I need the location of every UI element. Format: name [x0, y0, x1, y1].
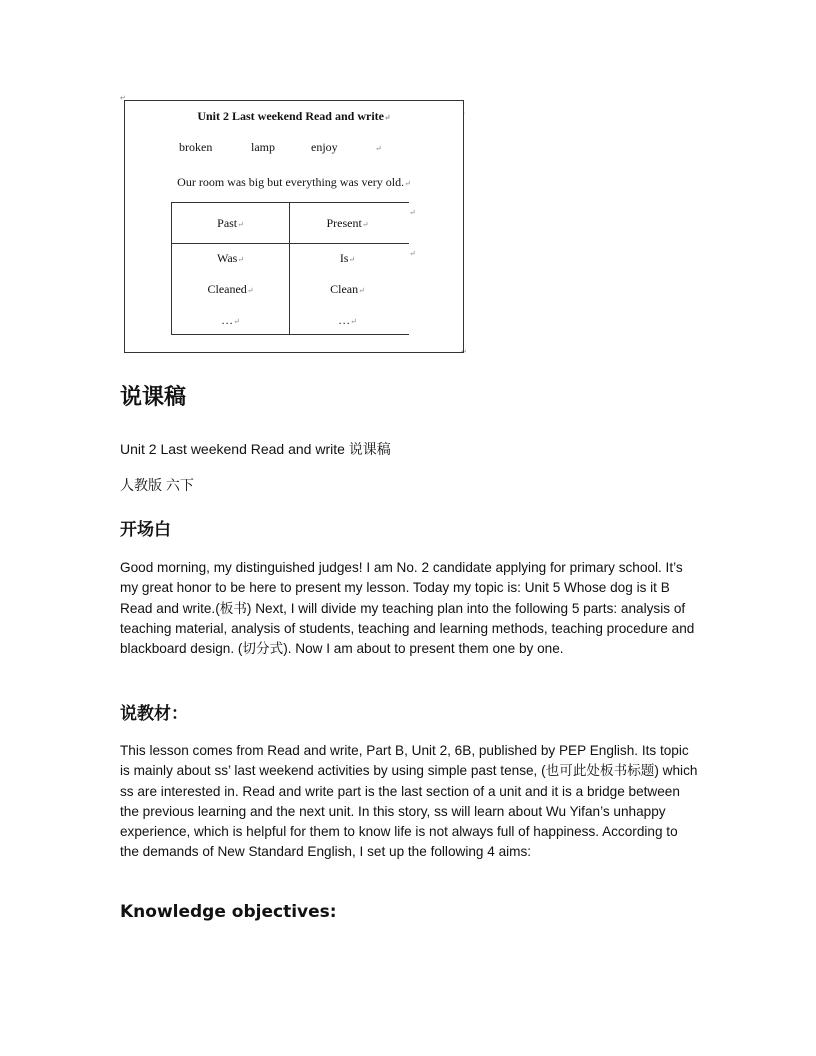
table-header-past: Past↵ — [217, 216, 244, 230]
paragraph-mark: ↵ — [409, 208, 416, 217]
vocab-word: lamp — [251, 140, 275, 154]
paragraph-mark: · — [463, 110, 466, 117]
blackboard-title: Unit 2 Last weekend Read and write↵ — [197, 109, 391, 123]
table-cell: …↵ — [338, 313, 357, 327]
key-sentence: Our room was big but everything was very old.↵ — [177, 175, 411, 189]
section-heading-knowledge-objectives: Knowledge objectives: — [120, 902, 337, 922]
table-cell: Cleaned↵ — [207, 282, 254, 296]
blackboard-design — [124, 100, 464, 353]
vocab-word: enjoy — [311, 140, 338, 154]
table-header-present: Present↵ — [326, 216, 369, 230]
section-heading-material: 说教材： — [120, 704, 188, 724]
table-cell: Clean↵ — [330, 282, 365, 296]
tense-table — [171, 202, 409, 335]
paragraph-mark: ↵ — [409, 249, 416, 258]
paragraph-mark: ↵ — [120, 95, 126, 102]
vocab-word: broken — [179, 140, 213, 154]
document-subtitle: Unit 2 Last weekend Read and write 说课稿 — [120, 441, 391, 457]
paragraph-mark: ↵ — [375, 144, 382, 153]
edition-label: 人教版 六下 — [120, 477, 194, 493]
table-cell: Was↵ — [216, 251, 245, 265]
paragraph-mark: ↵ — [461, 349, 467, 356]
material-paragraph: This lesson comes from Read and write, Part B, Unit 2, 6B, published by PEP English. Its topic is mainly about ss’ last weekend activities by using simple past tense, (也可此处板书标题) which ss are interested in. Read and write part is the last section of a unit and it is a bridge between the previous learning and the next unit. In this story, ss will learn about Wu Yifan’s unhappy experience, which is helpful for them to know life is not always full of happiness. According to the demands of New Standard English, I set up the following 4 aims: — [120, 743, 698, 860]
section-heading-opening: 开场白 — [120, 520, 171, 540]
table-cell: Is↵ — [339, 251, 356, 265]
opening-paragraph: Good morning, my distinguished judges! I am No. 2 candidate applying for primary school. It’s my great honor to be here to present my lesson. Today my topic is: Unit 5 Whose dog is it B Read and write.(板书) Next, I will divide my teaching plan into the following 5 parts: analysis of teaching material, analysis of students, teaching and learning methods, teaching procedure and blackboard design. (切分式). Now I am about to present them one by one. — [120, 560, 695, 657]
table-cell: …↵ — [221, 313, 240, 327]
page-title: 说课稿 — [120, 385, 187, 410]
